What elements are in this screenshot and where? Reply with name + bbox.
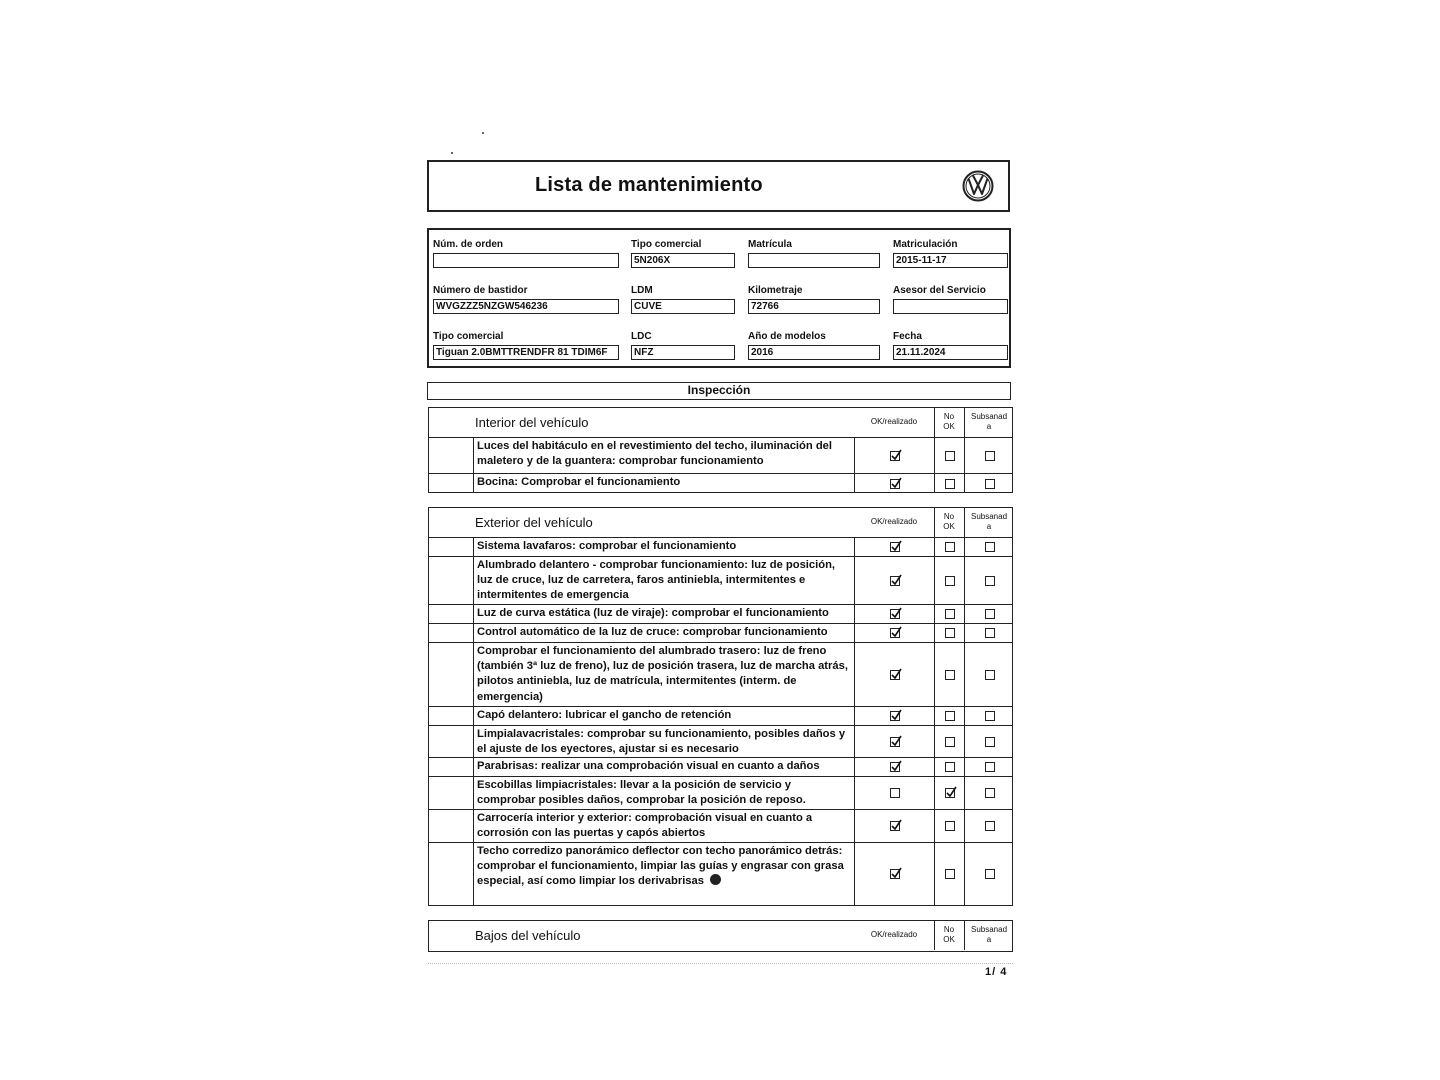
service-advisor-field [893, 284, 1008, 314]
fixed-checkbox[interactable] [985, 869, 995, 879]
checklist-item-text: Luces del habitáculo en el revestimiento del techo, iluminación del maletero y de la guantera: comprobar funcionamiento [473, 438, 853, 473]
checkmark-icon [890, 867, 902, 879]
fixed-checkbox[interactable] [985, 628, 995, 638]
field-label: Tipo comercial [631, 239, 702, 250]
date-value: 21.11.2024 [893, 345, 1008, 360]
ok-checkbox[interactable] [890, 576, 900, 586]
page-number: 1/ 4 [985, 966, 1008, 978]
checkmark-icon [890, 819, 902, 831]
section-title: Interior del vehículo [475, 415, 589, 430]
checkmark-icon [890, 449, 902, 461]
fixed-checkbox-cell [964, 474, 1014, 493]
fixed-checkbox-cell [964, 605, 1014, 623]
not-ok-checkbox-cell [934, 758, 964, 776]
fixed-checkbox-cell [964, 726, 1014, 757]
field-label: Matrícula [748, 239, 792, 250]
field-label: LDM [631, 285, 653, 296]
service-advisor-value [893, 299, 1008, 314]
checklist-row [429, 605, 1012, 624]
ink-blot-icon [710, 874, 721, 885]
checklist-item-text: Sistema lavafaros: comprobar el funcionamiento [473, 538, 853, 556]
ok-checkbox[interactable] [890, 869, 900, 879]
fixed-column-header [964, 412, 1014, 432]
fixed-checkbox[interactable] [985, 609, 995, 619]
fixed-header-line1: Subsanad [970, 512, 1008, 521]
ok-column-header: OK/realizado [870, 417, 918, 426]
not-ok-checkbox[interactable] [945, 609, 955, 619]
checklist-item-text: Carrocería interior y exterior: comprobación visual en cuanto a corrosión con las puertas y capós abiertos [473, 810, 853, 842]
fixed-checkbox-cell [964, 557, 1014, 604]
ok-column-header: OK/realizado [870, 517, 918, 526]
not-ok-checkbox-cell [934, 843, 964, 905]
not-ok-checkbox[interactable] [945, 737, 955, 747]
section-header [429, 508, 1012, 538]
not-ok-checkbox-cell [934, 605, 964, 623]
checkmark-icon [890, 574, 902, 586]
fixed-checkbox-cell [964, 843, 1014, 905]
not-ok-checkbox[interactable] [945, 869, 955, 879]
ok-checkbox[interactable] [890, 628, 900, 638]
fixed-checkbox-cell [964, 538, 1014, 556]
ok-checkbox[interactable] [890, 762, 900, 772]
commercial-type-code-field [631, 238, 735, 268]
order-number-field [433, 238, 619, 268]
footer-divider [428, 963, 1013, 964]
ok-checkbox-cell [854, 474, 934, 493]
not-ok-checkbox[interactable] [945, 762, 955, 772]
not-ok-checkbox[interactable] [945, 821, 955, 831]
ok-checkbox[interactable] [890, 711, 900, 721]
registration-date-value: 2015-11-17 [893, 253, 1008, 268]
underbody-section [428, 920, 1013, 952]
fixed-checkbox[interactable] [985, 451, 995, 461]
not-ok-checkbox[interactable] [945, 542, 955, 552]
not-ok-header-line2: OK [943, 935, 955, 944]
fixed-header-line2: a [986, 422, 992, 431]
not-ok-header-line1: No [943, 512, 955, 521]
fixed-checkbox-cell [964, 707, 1014, 725]
commercial-type-field [433, 330, 619, 360]
checklist-item-text: Techo corredizo panorámico deflector con techo panorámico detrás: comprobar el funcionamiento, limpiar las guías y engrasar con grasa especial, así como limpiar los derivabrisas [473, 843, 853, 905]
checkmark-icon [890, 735, 902, 747]
fixed-checkbox[interactable] [985, 479, 995, 489]
vin-value: WVGZZZ5NZGW546236 [433, 299, 619, 314]
title-box [427, 160, 1010, 212]
ldc-value: NFZ [631, 345, 735, 360]
fixed-checkbox[interactable] [985, 821, 995, 831]
not-ok-checkbox-cell [934, 726, 964, 757]
fixed-checkbox[interactable] [985, 788, 995, 798]
not-ok-header-line2: OK [943, 422, 955, 431]
checklist-item-text: Parabrisas: realizar una comprobación visual en cuanto a daños [473, 758, 853, 776]
not-ok-header-line1: No [943, 925, 955, 934]
checklist-row [429, 557, 1012, 605]
fixed-checkbox-cell [964, 438, 1014, 473]
ok-checkbox-cell [854, 810, 934, 842]
not-ok-column-header [934, 925, 964, 945]
fixed-checkbox[interactable] [985, 762, 995, 772]
ok-checkbox-cell [854, 777, 934, 809]
checklist-row [429, 843, 1012, 905]
not-ok-column-header [934, 412, 964, 432]
field-label: Kilometraje [748, 285, 803, 296]
interior-rows [429, 438, 1012, 493]
ok-checkbox-cell [854, 843, 934, 905]
not-ok-checkbox-cell [934, 777, 964, 809]
checklist-item-text: Comprobar el funcionamiento del alumbrado trasero: luz de freno (también 3ª luz de freno), luz de posición trasera, luz de marcha atrás, pilotos antiniebla, luz de matrícula, intermitentes (interm. de emergencia) [473, 643, 853, 706]
fixed-header-line1: Subsanad [970, 412, 1008, 421]
ldm-field [631, 284, 735, 314]
commercial-type-value: Tiguan 2.0BMTTRENDFR 81 TDIM6F [433, 345, 619, 360]
fixed-checkbox[interactable] [985, 542, 995, 552]
order-number-value [433, 253, 619, 268]
checkmark-icon [890, 477, 902, 489]
section-header [429, 408, 1012, 438]
checklist-row [429, 758, 1012, 777]
date-field [893, 330, 1008, 360]
ok-checkbox[interactable] [890, 670, 900, 680]
scan-speck [451, 152, 453, 154]
not-ok-checkbox[interactable] [945, 670, 955, 680]
not-ok-checkbox[interactable] [945, 628, 955, 638]
ok-checkbox-cell [854, 538, 934, 556]
checklist-item-text: Escobillas limpiacristales: llevar a la posición de servicio y comprobar posibles daños, comprobar la posición de reposo. [473, 777, 853, 809]
fixed-checkbox[interactable] [985, 670, 995, 680]
fixed-checkbox-cell [964, 810, 1014, 842]
checkmark-icon [890, 626, 902, 638]
section-title: Exterior del vehículo [475, 515, 593, 530]
fixed-checkbox[interactable] [985, 711, 995, 721]
fixed-checkbox-cell [964, 758, 1014, 776]
field-label: Año de modelos [748, 331, 826, 342]
not-ok-checkbox[interactable] [945, 451, 955, 461]
field-label: Fecha [893, 331, 922, 342]
checklist-row [429, 777, 1012, 810]
checklist-item-text: Alumbrado delantero - comprobar funcionamiento: luz de posición, luz de cruce, luz de carretera, faros antiniebla, intermitentes e intermitentes de emergencia [473, 557, 853, 604]
ok-checkbox[interactable] [890, 821, 900, 831]
interior-section [428, 407, 1013, 493]
fixed-header-line2: a [986, 935, 992, 944]
ok-checkbox[interactable] [890, 609, 900, 619]
checklist-row [429, 726, 1012, 758]
fixed-checkbox[interactable] [985, 737, 995, 747]
model-year-field [748, 330, 880, 360]
field-label: Asesor del Servicio [893, 285, 986, 296]
exterior-rows [429, 538, 1012, 905]
not-ok-checkbox[interactable] [945, 479, 955, 489]
not-ok-checkbox-cell [934, 438, 964, 473]
fixed-header-line1: Subsanad [970, 925, 1008, 934]
field-label: Núm. de orden [433, 239, 504, 250]
model-year-value: 2016 [748, 345, 880, 360]
ok-checkbox[interactable] [890, 451, 900, 461]
field-label: Número de bastidor [433, 285, 528, 296]
checklist-row [429, 538, 1012, 557]
ok-column-header: OK/realizado [870, 930, 918, 939]
ok-checkbox-cell [854, 438, 934, 473]
checklist-row [429, 438, 1012, 474]
ok-checkbox-cell [854, 643, 934, 706]
mileage-field [748, 284, 880, 314]
checkmark-icon [890, 709, 902, 721]
ok-checkbox-cell [854, 707, 934, 725]
not-ok-checkbox[interactable] [945, 576, 955, 586]
ok-checkbox-cell [854, 557, 934, 604]
not-ok-checkbox[interactable] [945, 788, 955, 798]
checklist-item-text: Control automático de la luz de cruce: comprobar funcionamiento [473, 624, 853, 642]
not-ok-checkbox-cell [934, 557, 964, 604]
fixed-checkbox-cell [964, 624, 1014, 642]
checkmark-icon [890, 760, 902, 772]
checklist-row [429, 643, 1012, 707]
ldm-value: CUVE [631, 299, 735, 314]
page-title: Lista de mantenimiento [535, 174, 763, 196]
not-ok-checkbox-cell [934, 624, 964, 642]
not-ok-checkbox-cell [934, 810, 964, 842]
vw-logo-icon [962, 170, 994, 202]
scan-speck [482, 132, 484, 134]
ok-checkbox-cell [854, 758, 934, 776]
mileage-value: 72766 [748, 299, 880, 314]
ok-checkbox[interactable] [890, 542, 900, 552]
ok-checkbox-cell [854, 624, 934, 642]
checklist-item-text: Limpialavacristales: comprobar su funcionamiento, posibles daños y el ajuste de los eyectores, ajustar si es necesario [473, 726, 853, 757]
license-plate-value [748, 253, 880, 268]
license-plate-field [748, 238, 880, 268]
ok-checkbox-cell [854, 605, 934, 623]
checklist-row [429, 707, 1012, 726]
checklist-item-text: Bocina: Comprobar el funcionamiento [473, 474, 853, 493]
fixed-checkbox-cell [964, 643, 1014, 706]
not-ok-checkbox-cell [934, 707, 964, 725]
checklist-row [429, 810, 1012, 843]
ok-checkbox-cell [854, 726, 934, 757]
fixed-header-line2: a [986, 522, 992, 531]
checkmark-icon [890, 540, 902, 552]
checkmark-icon [890, 607, 902, 619]
section-header [429, 921, 1012, 950]
fixed-column-header [964, 925, 1014, 945]
checklist-item-text: Luz de curva estática (luz de viraje): comprobar el funcionamiento [473, 605, 853, 623]
not-ok-header-line1: No [943, 412, 955, 421]
fixed-column-header [964, 512, 1014, 532]
not-ok-checkbox[interactable] [945, 711, 955, 721]
not-ok-checkbox-cell [934, 538, 964, 556]
ok-checkbox[interactable] [890, 788, 900, 798]
ok-checkbox[interactable] [890, 737, 900, 747]
checklist-row [429, 474, 1012, 493]
registration-date-field [893, 238, 1008, 268]
field-label: Tipo comercial [433, 331, 504, 342]
section-title: Bajos del vehículo [475, 928, 581, 943]
not-ok-checkbox-cell [934, 474, 964, 493]
inspection-header: Inspección [427, 382, 1011, 400]
checklist-row [429, 624, 1012, 643]
not-ok-column-header [934, 512, 964, 532]
checklist-item-text: Capó delantero: lubricar el gancho de retención [473, 707, 853, 725]
field-label: Matriculación [893, 239, 958, 250]
fixed-checkbox[interactable] [985, 576, 995, 586]
vin-field [433, 284, 619, 314]
order-info-box [427, 228, 1011, 368]
field-label: LDC [631, 331, 652, 342]
checkmark-icon [945, 786, 957, 798]
ldc-field [631, 330, 735, 360]
commercial-type-code-value: 5N206X [631, 253, 735, 268]
checkmark-icon [890, 668, 902, 680]
exterior-section [428, 507, 1013, 906]
ok-checkbox[interactable] [890, 479, 900, 489]
fixed-checkbox-cell [964, 777, 1014, 809]
not-ok-checkbox-cell [934, 643, 964, 706]
not-ok-header-line2: OK [943, 522, 955, 531]
